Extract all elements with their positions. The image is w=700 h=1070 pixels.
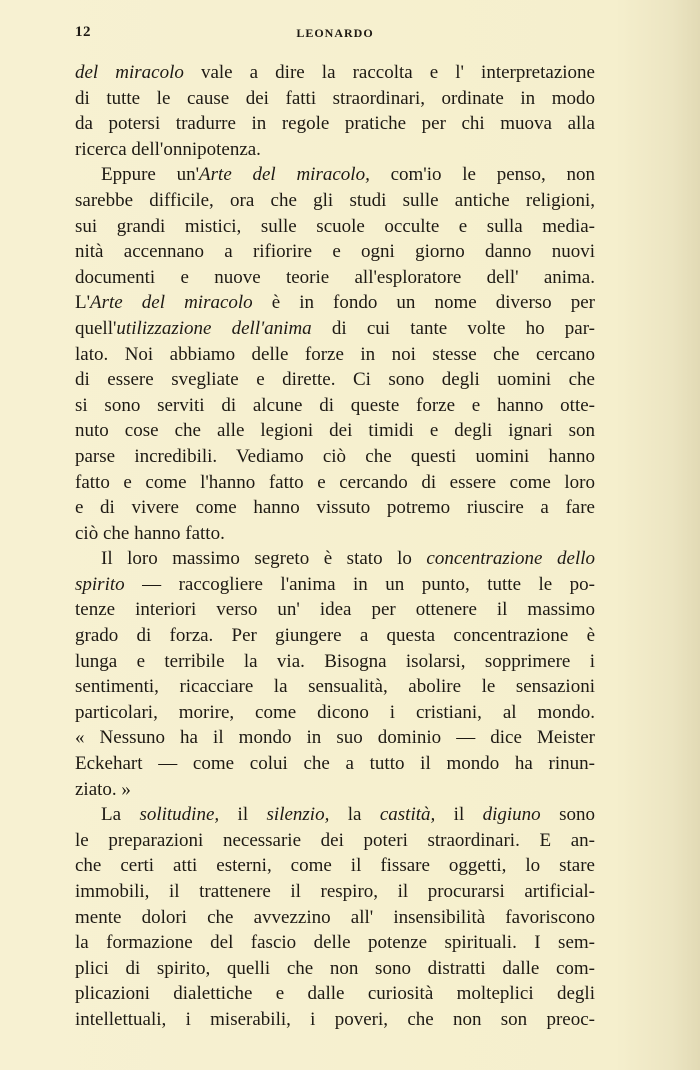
text-line [75,597,595,623]
text-line [75,521,595,547]
page-number: 12 [75,24,91,40]
text-line [75,930,595,956]
text-line [75,828,595,854]
text-run: intellettuali, i miserabili, i poveri, che non son preoc- [75,1008,595,1030]
text-run: e di vivere come hanno vissuto potremo riuscire a fare [75,497,595,519]
text-line [75,60,595,86]
body-text [75,60,595,1033]
running-head [75,22,595,46]
text-run: ricerca dell'onnipotenza. [75,138,261,160]
text-run: immobili, il trattenere il respiro, il procurarsi artificial- [75,881,595,902]
italic-phrase: solitudine, [139,804,220,826]
text-run: sui grandi mistici, sulle scuole occulte e sulla media- [75,215,595,237]
text-line [75,700,595,726]
italic-phrase: silenzio, [266,804,330,826]
text-run: lato. Noi abbiamo delle forze in noi stesse che cercano [75,343,595,365]
text-run: ziato. » [75,778,131,800]
text-line [75,853,595,879]
italic-phrase: Arte del miracolo, [199,164,370,186]
text-line [75,418,595,444]
text-run: tenze interiori verso un' idea per ottenere il massimo [75,599,595,621]
italic-phrase: concentrazione dello [426,548,595,570]
text-line [75,572,595,598]
text-run: che certi atti esterni, come il fissare oggetti, lo stare [75,855,595,877]
text-line [75,239,595,265]
text-run: Eckehart — come colui che a tutto il mondo ha rinun- [75,753,595,775]
text-run: il [219,804,267,826]
text-line [75,470,595,496]
text-line [75,316,595,342]
text-run: il [435,804,483,826]
text-line [75,751,595,777]
text-run: ciò che hanno fatto. [75,522,225,544]
text-run: si sono serviti di alcune di queste forze e hanno otte- [75,394,595,416]
text-run: da potersi tradurre in regole pratiche per chi muova alla [75,113,595,135]
text-run: parse incredibili. Vediamo ciò che questi uomini hanno [75,445,595,467]
text-run: sarebbe difficile, ora che gli studi sulle antiche religioni, [75,189,595,211]
text-line [75,649,595,675]
text-run: — raccogliere l'anima in un punto, tutte le po- [124,573,595,595]
text-run: mente dolori che avvezzino all' insensibilità favoriscono [75,906,595,928]
text-line [75,674,595,700]
text-run: fatto e come l'hanno fatto e cercando di essere come loro [75,471,595,493]
text-line [75,214,595,240]
italic-phrase: utilizzazione dell'anima [116,317,312,339]
text-run: quell' [75,317,117,339]
text-line [75,444,595,470]
italic-phrase: Arte del miracolo [90,292,253,314]
text-line [75,725,595,751]
text-run: di tutte le cause dei fatti straordinari, ordinate in modo [75,87,595,109]
text-line [75,342,595,368]
italic-phrase: digiuno [482,804,541,826]
running-title: LEONARDO [296,26,374,40]
text-line [75,802,595,828]
text-line [75,137,595,163]
text-line [75,546,595,572]
italic-phrase: del miracolo [75,62,184,83]
text-run: sentimenti, ricacciare la sensualità, abolire le sensazioni [75,676,595,698]
italic-phrase: castità, [379,804,436,826]
text-run: grado di forza. Per giungere a questa concentrazione è [75,625,595,647]
text-line [75,1007,595,1033]
text-line [75,367,595,393]
text-run: le preparazioni necessarie dei poteri straordinari. E an- [75,829,595,851]
text-run: nuto cose che alle legioni dei timidi e degli ignari son [75,420,595,442]
text-run: Eppure un' [101,164,200,186]
text-run: di essere svegliate e dirette. Ci sono degli uomini che [75,369,595,391]
italic-phrase: spirito [75,573,125,595]
text-run: lunga e terribile la via. Bisogna isolarsi, sopprimere i [75,650,595,672]
text-run: vale a dire la raccolta e l' interpretazione [183,62,595,83]
text-run: di cui tante volte ho par- [311,317,595,339]
text-run: la formazione del fascio delle potenze spirituali. I sem- [75,932,595,954]
text-run: sono [540,804,595,826]
text-line [75,905,595,931]
text-line [75,290,595,316]
text-line [75,981,595,1007]
text-line [75,623,595,649]
text-run: com'io le penso, non [369,164,596,186]
text-run: « Nessuno ha il mondo in suo dominio — dice Meister [75,727,595,749]
text-run: plicazioni dialettiche e dalle curiosità molteplici degli [75,983,595,1005]
text-run: La [101,804,140,826]
text-run: nità accennano a rifiorire e ogni giorno danno nuovi [75,241,595,263]
text-line [75,162,595,188]
text-run: particolari, morire, come dicono i cristiani, al mondo. [75,701,595,723]
text-run: plici di spirito, quelli che non sono distratti dalle com- [75,957,595,979]
text-run: documenti e nuove teorie all'esploratore dell' anima. [75,266,595,288]
text-run: è in fondo un nome diverso per [252,292,595,314]
text-line [75,393,595,419]
text-run: Il loro massimo segreto è stato lo [101,548,427,570]
text-line [75,495,595,521]
text-line [75,956,595,982]
text-run: L' [75,292,91,314]
text-line [75,265,595,291]
text-line [75,777,595,803]
text-line [75,879,595,905]
text-line [75,188,595,214]
text-line [75,86,595,112]
text-run: la [329,804,380,826]
text-line [75,111,595,137]
